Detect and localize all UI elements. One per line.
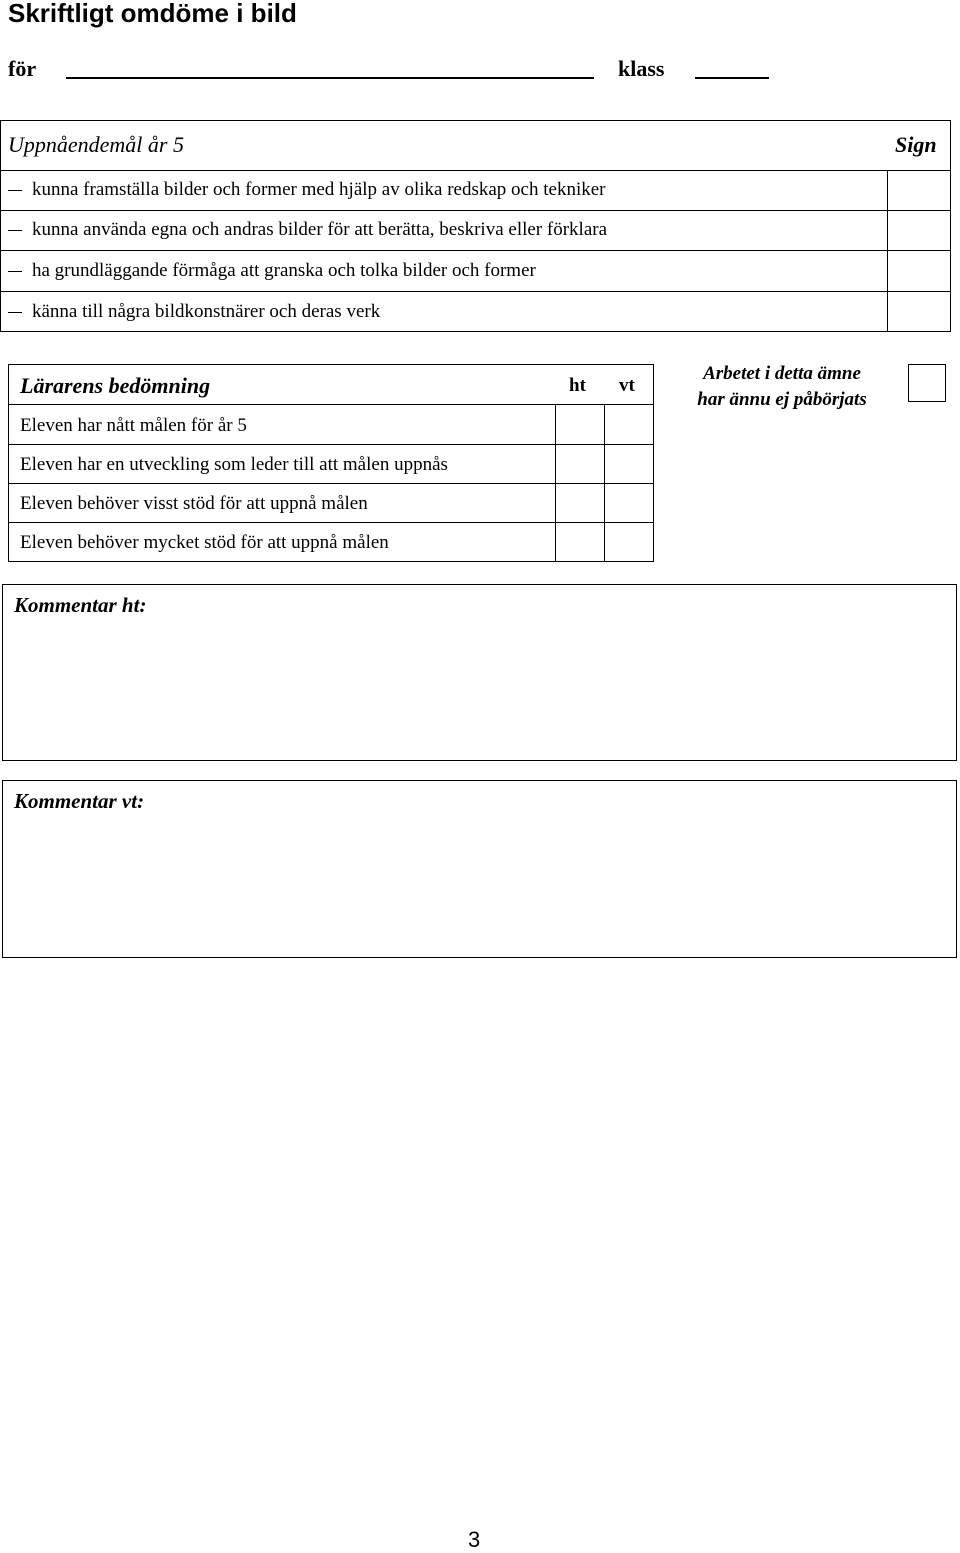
goal-item: ha grundläggande förmåga att granska och tolka bilder och former	[32, 260, 536, 281]
not-started-checkbox[interactable]	[908, 364, 946, 402]
vt-cell[interactable]	[605, 405, 653, 444]
not-started-line2: har ännu ej påbörjats	[697, 389, 867, 410]
goals-divider	[0, 250, 951, 251]
sign-cell[interactable]	[887, 250, 951, 292]
goal-item: känna till några bildkonstnärer och deras verk	[32, 301, 381, 322]
ht-header: ht	[569, 375, 586, 396]
goals-divider	[0, 291, 951, 292]
sign-header: Sign	[895, 132, 937, 157]
comment-vt-box[interactable]	[2, 780, 957, 958]
class-label: klass	[618, 56, 665, 81]
ht-cell[interactable]	[556, 484, 604, 522]
comment-ht-box[interactable]	[2, 584, 957, 761]
sign-cell[interactable]	[887, 291, 951, 332]
comment-vt-label: Kommentar vt:	[14, 789, 145, 813]
assessment-row-label: Eleven har en utveckling som leder till att målen uppnås	[20, 454, 448, 475]
ht-cell[interactable]	[556, 523, 604, 561]
ht-cell[interactable]	[556, 445, 604, 483]
vt-header: vt	[619, 375, 635, 396]
goal-item: kunna använda egna och andras bilder för att berätta, beskriva eller förklara	[32, 219, 608, 240]
student-name-field[interactable]	[66, 77, 594, 79]
goals-divider	[0, 170, 951, 171]
class-field[interactable]	[695, 77, 769, 79]
assessment-row-label: Eleven behöver visst stöd för att uppnå målen	[20, 493, 368, 514]
goals-header: Uppnåendemål år 5	[8, 132, 184, 157]
sign-cell[interactable]	[887, 170, 951, 211]
vt-cell[interactable]	[605, 445, 653, 483]
bullet-dash-icon	[8, 312, 22, 313]
ht-cell[interactable]	[556, 405, 604, 444]
vt-cell[interactable]	[605, 484, 653, 522]
assessment-row-label: Eleven har nått målen för år 5	[20, 415, 247, 436]
assessment-header: Lärarens bedömning	[20, 373, 211, 398]
sign-cell[interactable]	[887, 210, 951, 251]
goals-divider	[0, 210, 951, 211]
bullet-dash-icon	[8, 230, 22, 231]
student-label: för	[8, 56, 37, 81]
assessment-row-label: Eleven behöver mycket stöd för att uppnå målen	[20, 532, 389, 553]
comment-ht-label: Kommentar ht:	[14, 593, 147, 617]
page-number: 3	[468, 1527, 481, 1552]
bullet-dash-icon	[8, 190, 22, 191]
not-started-note	[667, 361, 897, 413]
vt-cell[interactable]	[605, 523, 653, 561]
goal-item: kunna framställa bilder och former med hjälp av olika redskap och tekniker	[32, 179, 606, 200]
not-started-line1: Arbetet i detta ämne	[703, 363, 861, 384]
bullet-dash-icon	[8, 271, 22, 272]
page-title: Skriftligt omdöme i bild	[8, 0, 297, 28]
